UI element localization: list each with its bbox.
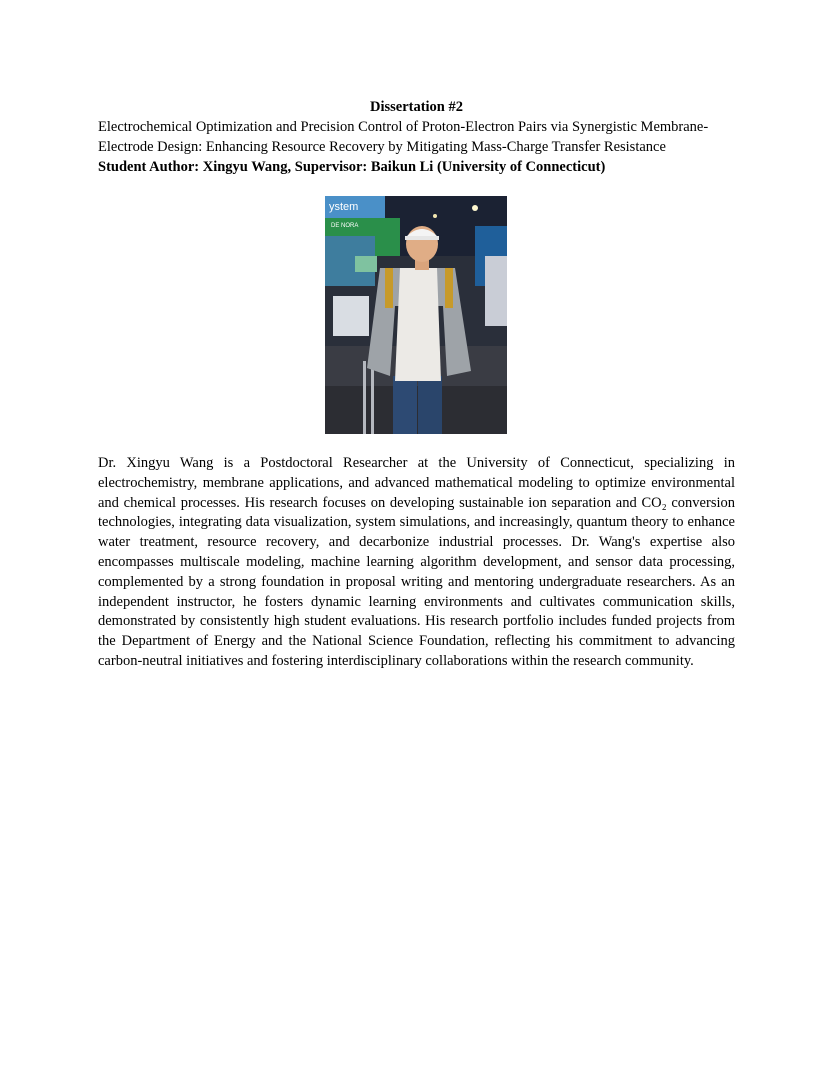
- document-header: [98, 97, 735, 177]
- student-photo: [325, 196, 507, 434]
- booth-sign: ystem: [329, 201, 359, 213]
- author-line: Student Author: Xingyu Wang, Supervisor: Baikun Li (University of Connecticut): [98, 159, 606, 175]
- booth-logo: DE NORA: [331, 223, 359, 229]
- dissertation-heading: Dissertation #2: [369, 99, 464, 115]
- dissertation-title: Electrochemical Optimization and Precision Control of Proton-Electron Pairs via Synergistic Membrane-Electrode Design: Enhancing Resource Recovery by Mitigating Mass-Charge Transfer Resistance: [98, 119, 709, 155]
- author-biography: Dr. Xingyu Wang is a Postdoctoral Researcher at the University of Connecticut, specializing in electrochemistry, membrane applications, and advanced mathematical modeling to optimize environmental and chemical processes. His research focuses on developing sustainable ion separation and CO₂ conversion technologies, integrating data visualization, system simulations, and increasingly, quantum theory to enhance water treatment, resource recovery, and decarbonize industrial processes. Dr. Wang's expertise also encompasses multiscale modeling, machine learning algorithm development, and sensor data processing, complemented by a strong foundation in proposal writing and mentoring undergraduate researchers. As an independent instructor, he fosters dynamic learning environments and cultivates communication skills, demonstrated by consistently high student evaluations. His research portfolio includes funded projects from the Department of Energy and the National Science Foundation, reflecting his commitment to advancing carbon-neutral initiatives and fostering interdisciplinary collaborations within the research community.: [98, 455, 735, 669]
